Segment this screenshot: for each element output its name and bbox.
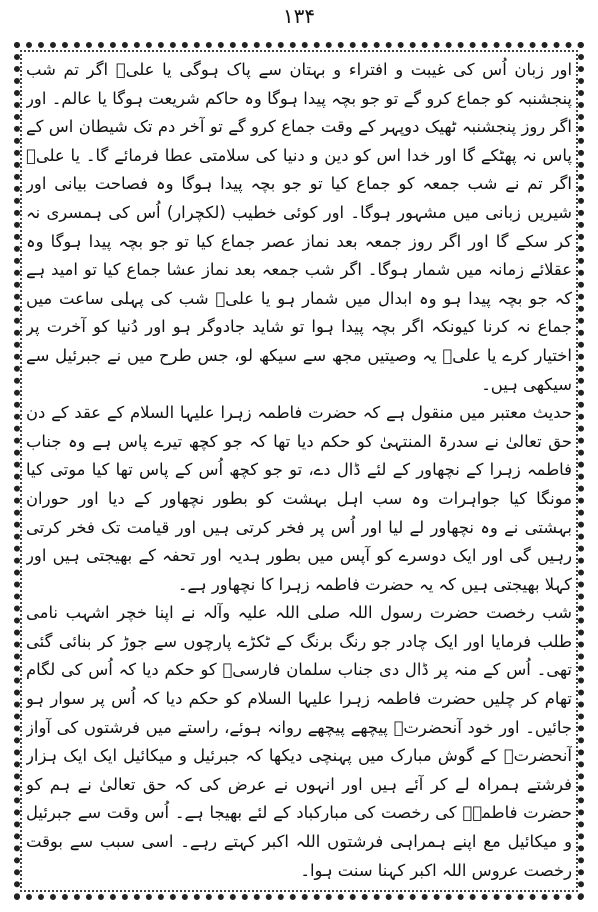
- body-text: [26, 56, 572, 888]
- paragraph-1: اور زبان اُس کی غیبت و افتراء و بہتان سے پاک ہوگی یا علیؑ اگر تم شب پنجشنبہ کو جماع کرو گے تو جو بچہ پیدا ہوگا وہ حاکم شریعت ہوگا یا عالم۔ اور اگر روز پنجشنبہ ٹھیک دوپہر کے وقت جماع کرو گے تو آخر دم تک شیطان اس کے پاس نہ پھٹکے گا اور خدا اس کو دین و دنیا کی سلامتی عطا فرمائے گا۔ یا علیؑ اگر تم نے شب جمعہ کو جماع کیا تو جو بچہ پیدا ہوگا وہ فصاحت بیانی اور شیریں زبانی میں مشہور ہوگا۔ اور کوئی خطیب (لکچرار) اُس کی ہمسری نہ کر سکے گا اور اگر روز جمعہ بعد نماز عصر جماع کیا تو جو بچہ پیدا ہوگا وہ عقلائے زمانہ میں شمار ہوگا۔ اگر شب جمعہ بعد نماز عشا جماع کیا تو امید ہے کہ جو بچہ پیدا ہو وہ ابدال میں شمار ہو یا علیؑ شب کی پہلی ساعت میں جماع نہ کرنا کیونکہ اگر بچہ پیدا ہوا تو شاید جادوگر ہو اور دُنیا کو آخرت پر اختیار کرے یا علیؑ یہ وصیتیں مجھ سے سیکھ لو، جس طرح میں نے جبرئیل سے سیکھی ہیں۔: [26, 60, 572, 394]
- paragraph-2: حدیث معتبر میں منقول ہے کہ حضرت فاطمہ زہرا علیہا السلام کے عقد کے دن حق تعالیٰ نے سدرۃ المنتہیٰ کو حکم دیا تھا کہ جو کچھ تیرے پاس ہے وہ جناب فاطمہ زہرا کے نچھاور کے لئے ڈال دے، تو جو کچھ اُس کے پاس تھا کیا موتی کیا مونگا کیا جواہرات وہ سب اہل بہشت کو بطور نچھاور کے دیا اور حوران بہشتی نے وہ نچھاور لے لیا اور اُس پر فخر کرتی ہیں اور قیامت تک فخر کرتی رہیں گی اور ایک دوسرے کو آپس میں بطور ہدیہ اور تحفہ کے بھیجتی ہیں اور کہلا بھیجتی ہیں کہ یہ حضرت فاطمہ زہرا کا نچھاور ہے۔: [26, 403, 572, 594]
- paragraph-3: شب رخصت حضرت رسول اللہ صلی اللہ علیہ وآلہ نے اپنا خچر اشہب نامی طلب فرمایا اور ایک چادر جو رنگ برنگ کے ٹکڑے پارچوں سے جوڑ کر بنائی گئی تھی۔ اُس کے منہ پر ڈال دی جناب سلمان فارسیؓ کو حکم دیا کہ اُس کی لگام تھام کر چلیں حضرت فاطمہ زہرا علیہا السلام کو حکم دیا کہ اُس پر سوار ہو جائیں۔ اور خود آنحضرتؐ پیچھے پیچھے روانہ ہوئے، راستے میں فرشتوں کی آواز آنحضرتؐ کے گوش مبارک میں پہنچی دیکھا کہ جبرئیل و میکائیل ایک ایک ہزار فرشتے ہمراہ لے کر آئے ہیں اور انہوں نے عرض کی کہ حق تعالیٰ نے ہم کو حضرت فاطمہؑ کی رخصت کی مبارکباد کے لئے بھیجا ہے۔ اُس وقت سے جبرئیل و میکائیل مع اپنے ہمراہی فرشتوں اللہ اکبر کہتے رہے۔ اسی سبب سے بوقت رخصت عروس اللہ اکبر کہنا سنت ہوا۔: [26, 603, 572, 880]
- page-number: ۱۳۴: [282, 4, 316, 28]
